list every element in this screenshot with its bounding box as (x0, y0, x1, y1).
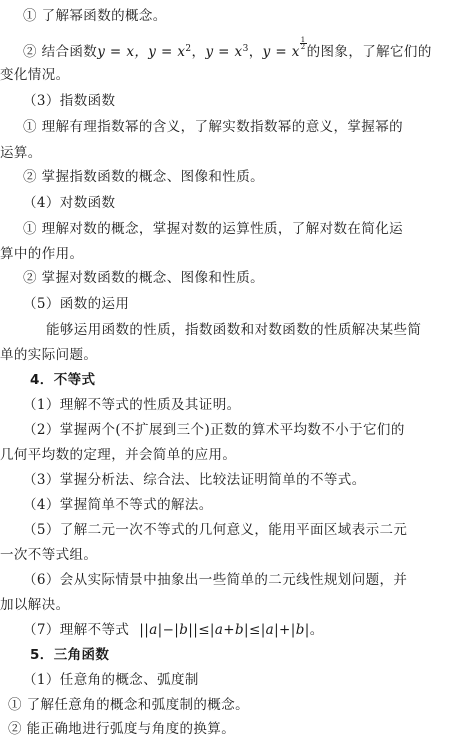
exponent: 2 (185, 44, 192, 54)
text-line-with-formulas (0, 37, 455, 62)
text-line (0, 570, 455, 590)
section-heading (0, 370, 455, 390)
text-line (0, 320, 455, 340)
punct: 。 (309, 622, 324, 638)
text-line (0, 470, 455, 490)
line-text: 能够运用函数的性质，指数函数和对数函数的性质解决某些简 (46, 322, 422, 338)
text-line (0, 345, 455, 365)
text-line-with-formula (0, 620, 455, 640)
formula: y = x (205, 44, 243, 60)
line-text: ① 了解幂函数的概念。 (23, 8, 167, 24)
text-line (0, 193, 455, 213)
text-line (0, 91, 455, 111)
line-text: 单的实际问题。 (0, 347, 98, 363)
text-line (0, 219, 455, 239)
fraction-numerator: 1 (300, 36, 306, 44)
line-text: （5）函数的运用 (23, 296, 130, 312)
line-text: （2）掌握两个(不扩展到三个)正数的算术平均数不小于它们的 (23, 422, 405, 438)
exponent: 3 (242, 44, 249, 54)
line-text: 算中的作用。 (0, 246, 84, 262)
line-text: ① 理解有理指数幂的含义，了解实数指数幂的意义，掌握幂的 (23, 119, 403, 135)
line-text: 一次不等式组。 (0, 547, 98, 563)
line-text: ① 了解任意角的概念和弧度制的概念。 (8, 697, 249, 713)
line-text: 几何平均数的定理，并会简单的应用。 (0, 447, 237, 463)
text-line (0, 167, 455, 187)
line-text: 的图象，了解它们的 (306, 44, 432, 60)
fraction-exponent (300, 37, 307, 50)
line-text: （1）理解不等式的性质及其证明。 (23, 397, 241, 413)
text-line (0, 695, 455, 715)
line-text: （3）指数函数 (23, 93, 116, 109)
line-text: （5）了解二元一次不等式的几何意义，能用平面区域表示二元 (23, 522, 408, 538)
inequality-formula: ||a|−|b||≤|a+b|≤|a|+|b| (139, 622, 310, 638)
heading-text: 4．不等式 (30, 372, 96, 388)
line-text: ② 能正确地进行弧度与角度的换算。 (8, 721, 236, 737)
heading-text: 5．三角函数 (30, 647, 110, 663)
text-line (0, 244, 455, 264)
line-text: 运算。 (0, 145, 42, 161)
line-text: 变化情况。 (0, 67, 70, 83)
line-text: （7）理解不等式 (23, 622, 130, 638)
text-line (0, 395, 455, 415)
line-text: ② 掌握指数函数的概念、图像和性质。 (23, 169, 264, 185)
punct: ， (191, 44, 206, 60)
line-text: ② 掌握对数函数的概念、图像和性质。 (23, 270, 264, 286)
text-line (0, 6, 455, 26)
text-line (0, 595, 455, 615)
text-line (0, 268, 455, 288)
formula: y = x， (97, 44, 149, 60)
punct: ， (248, 44, 263, 60)
line-text: （1）任意角的概念、弧度制 (23, 672, 199, 688)
text-line (0, 65, 455, 85)
formula: y = x (262, 44, 300, 60)
text-line (0, 670, 455, 690)
line-text: （6）会从实际情景中抽象出一些简单的二元线性规划问题，并 (23, 572, 408, 588)
line-text: ① 理解对数的概念，掌握对数的运算性质，了解对数在简化运 (23, 221, 403, 237)
formula: y = x (148, 44, 186, 60)
text-line (0, 445, 455, 465)
line-text: （4）掌握简单不等式的解法。 (23, 497, 213, 513)
text-line (0, 117, 455, 137)
text-line (0, 143, 455, 163)
text-line (0, 545, 455, 565)
text-line (0, 495, 455, 515)
line-text: （4）对数函数 (23, 195, 116, 211)
line-text: 加以解决。 (0, 597, 70, 613)
text-line (0, 719, 455, 739)
text-line (0, 294, 455, 314)
line-text: （3）掌握分析法、综合法、比较法证明简单的不等式。 (23, 472, 366, 488)
text-line (0, 520, 455, 540)
section-heading (0, 645, 455, 665)
line-text: ② 结合函数 (23, 44, 98, 60)
text-line (0, 420, 455, 440)
fraction-denominator: 2 (300, 43, 306, 51)
